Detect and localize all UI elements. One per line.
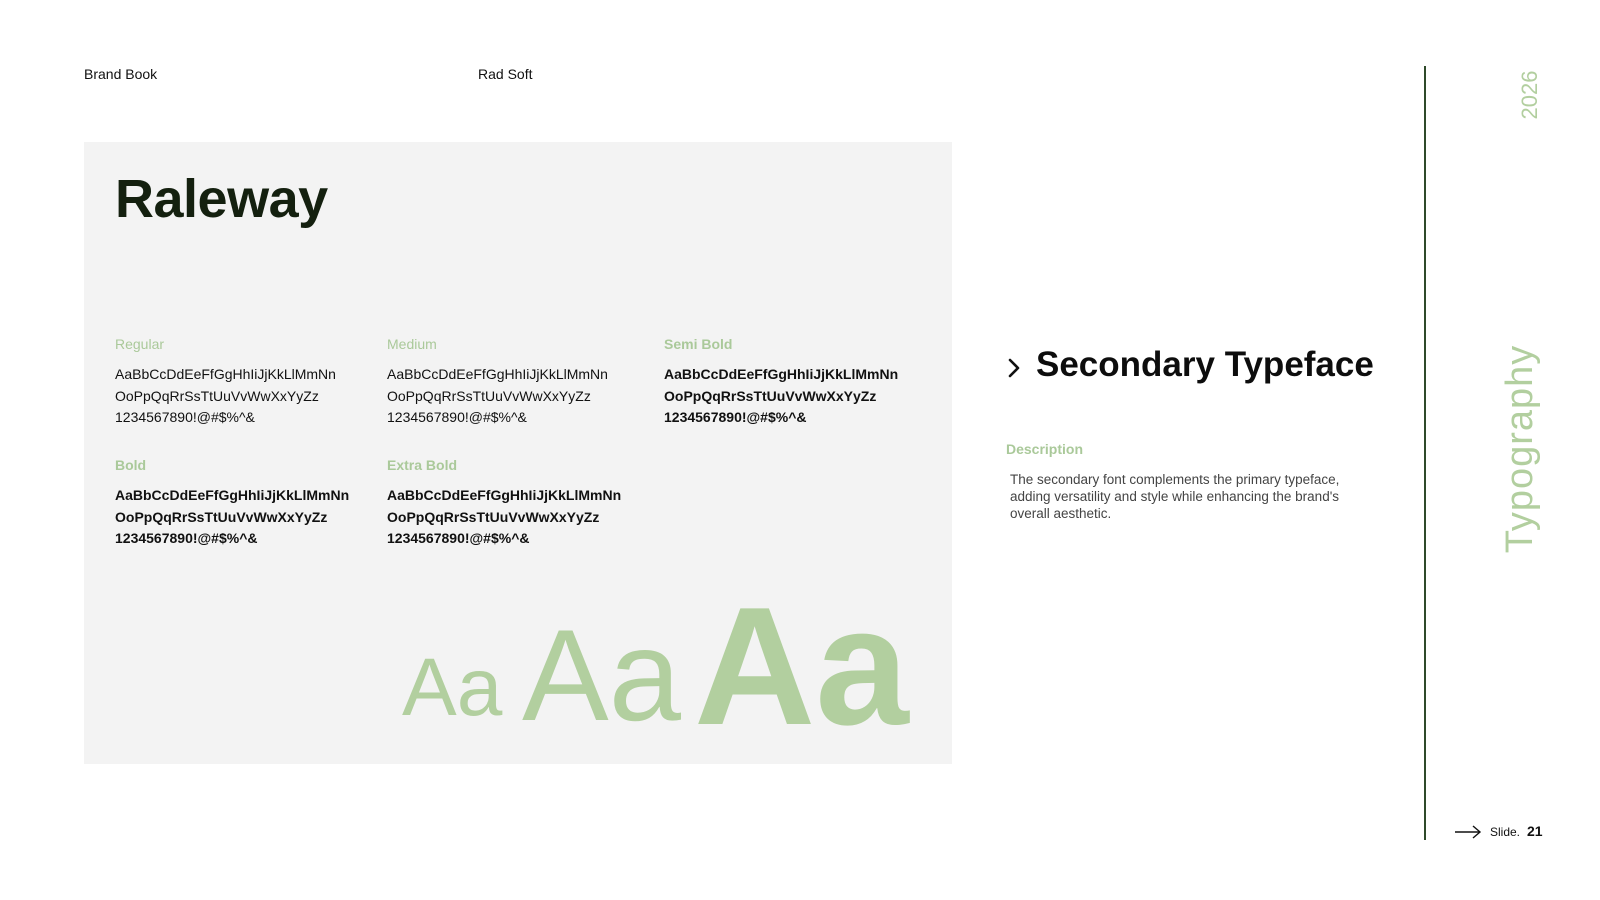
weight-label: Regular [115,336,165,352]
weight-bold [115,457,405,550]
sample-line: 1234567890!@#$%^& [387,530,530,546]
sample-line: AaBbCcDdEeFfGgHhIiJjKkLlMmNn [387,366,608,382]
sample-line: 1234567890!@#$%^& [115,409,255,425]
slide-label: Slide. [1490,825,1521,839]
weight-medium [387,336,677,429]
sample-line: 1234567890!@#$%^& [115,530,258,546]
weight-label: Medium [387,336,437,352]
sample-line: OoPpQqRrSsTtUuVvWwXxYyZz [115,387,319,404]
specimen-large: Aa [694,572,909,760]
section-title: Secondary Typeface [1036,345,1374,384]
weight-label: Bold [115,457,147,473]
year-label: 2026 [1517,70,1542,120]
weight-label: Semi Bold [664,336,733,352]
arrow-right-icon[interactable] [1454,825,1482,839]
vertical-divider [1424,66,1426,840]
font-specimen-panel [84,142,952,764]
sample-line: AaBbCcDdEeFfGgHhIiJjKkLlMmNn [115,366,336,382]
weight-semi-bold [664,336,954,429]
weight-label: Extra Bold [387,457,458,473]
sample-line: AaBbCcDdEeFfGgHhIiJjKkLlMmNn [664,366,899,382]
sample-line: OoPpQqRrSsTtUuVvWwXxYyZz [387,508,600,525]
sample-line: OoPpQqRrSsTtUuVvWwXxYyZz [664,387,877,404]
sample-line: 1234567890!@#$%^& [664,409,807,425]
chevron-right-icon [1006,356,1022,380]
slide-number: 21 [1527,823,1543,839]
category-label: Typography [1499,344,1541,554]
sample-line: AaBbCcDdEeFfGgHhIiJjKkLlMmNn [115,487,350,503]
description-text: The secondary font complements the primary typeface, adding versatility and style while enhancing the brand's overall aesthetic. [1010,472,1340,521]
company-name: Rad Soft [478,66,533,82]
sample-line: OoPpQqRrSsTtUuVvWwXxYyZz [115,508,328,525]
brand-book-label: Brand Book [84,66,158,82]
specimen-small: Aa [402,642,503,733]
specimen-medium: Aa [522,602,682,748]
sample-line: 1234567890!@#$%^& [387,409,527,425]
sample-line: AaBbCcDdEeFfGgHhIiJjKkLlMmNn [387,487,622,503]
weight-extra-bold [387,457,677,550]
weight-regular [115,336,405,429]
sample-line: OoPpQqRrSsTtUuVvWwXxYyZz [387,387,591,404]
description-label: Description [1006,441,1084,457]
font-name-title: Raleway [115,169,328,229]
